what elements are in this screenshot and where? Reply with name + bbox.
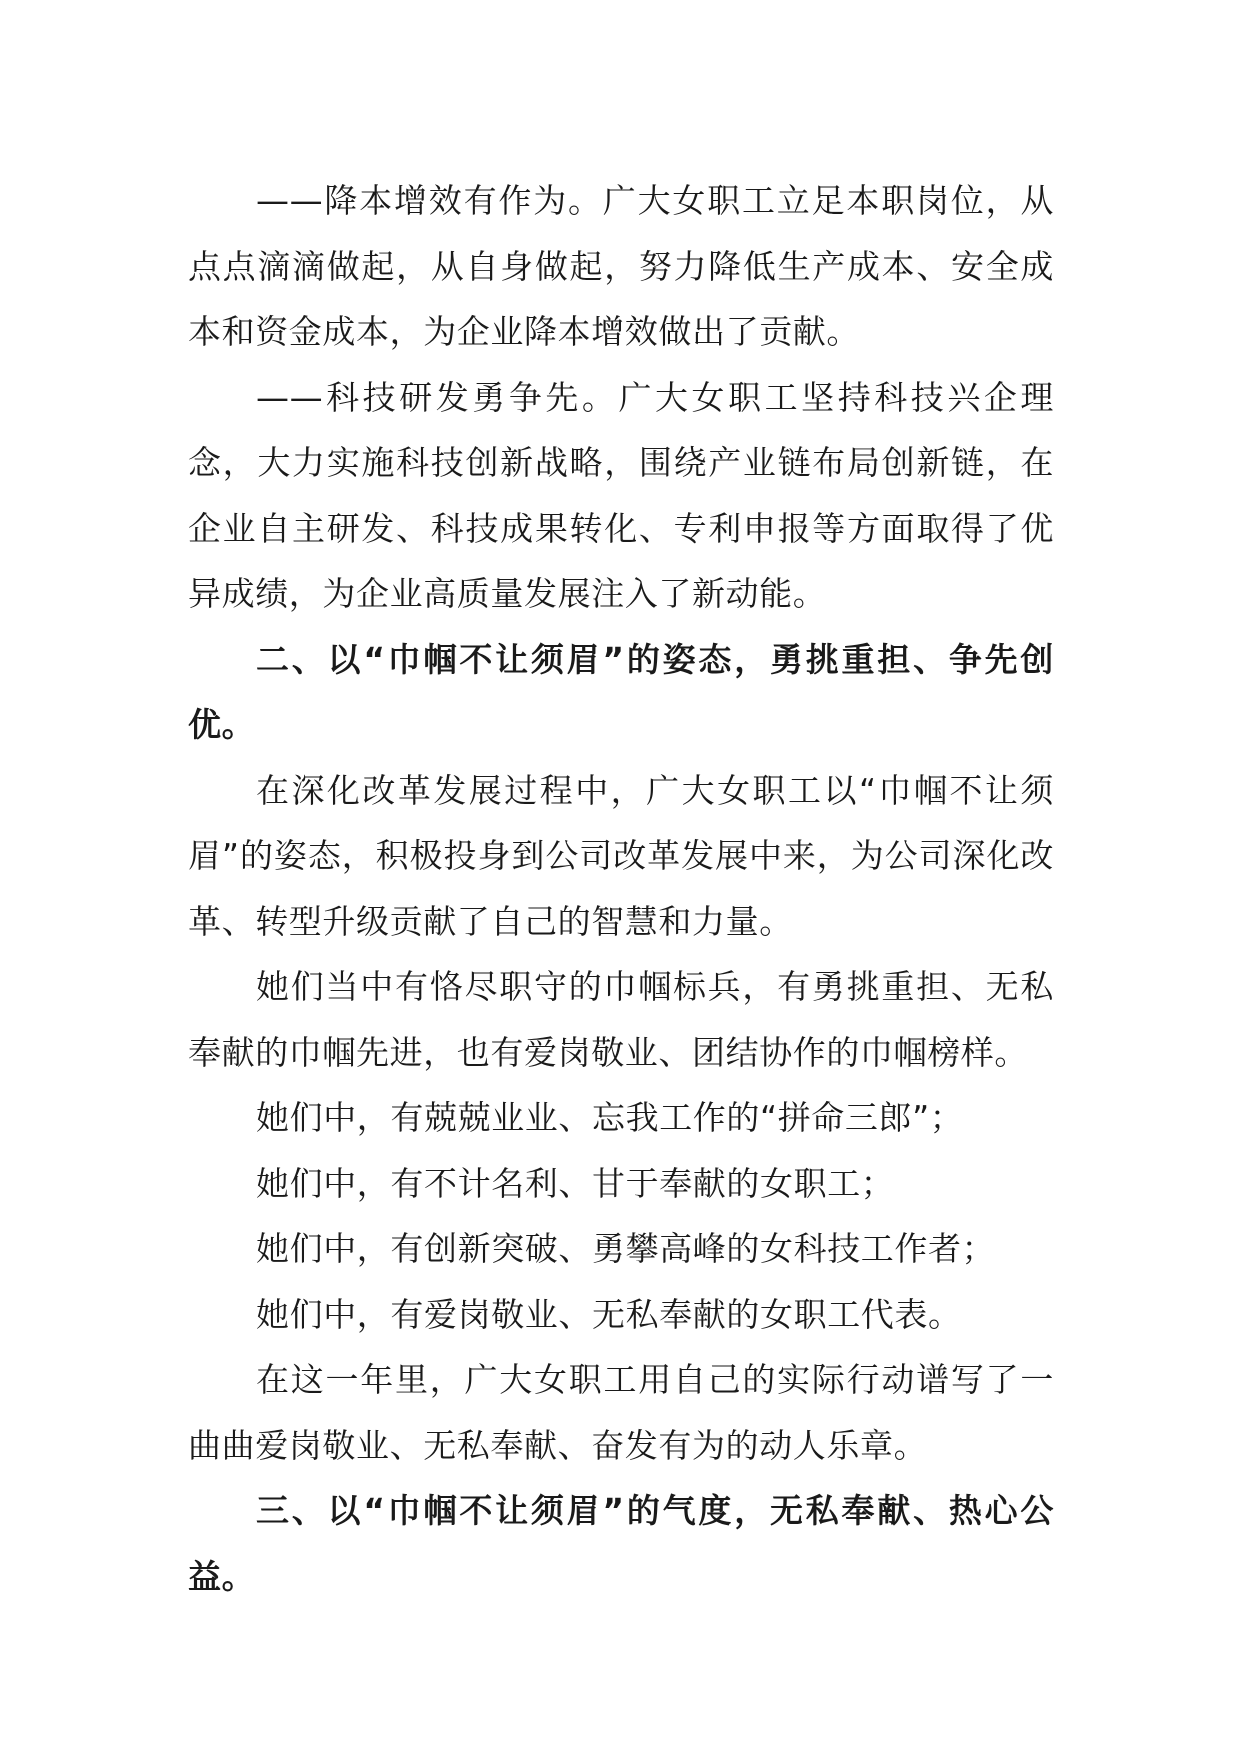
document-body [188,168,1054,1609]
paragraph-they-3: 她们中，有创新突破、勇攀高峰的女科技工作者； [256,1229,996,1268]
paragraph-role-models: 她们当中有恪尽职守的巾帼标兵，有勇挑重担、无私奉献的巾帼先进，也有爱岗敬业、团结协作的巾帼榜样。 [188,967,1054,1072]
paragraph-they-1: 她们中，有兢兢业业、忘我工作的“拼命三郎”； [256,1098,964,1137]
paragraph-tech-rnd: ——科技研发勇争先。广大女职工坚持科技兴企理念，大力实施科技创新战略，围绕产业链布局创新链，在企业自主研发、科技成果转化、专利申报等方面取得了优异成绩，为企业高质量发展注入了新动能。 [188,377,1054,613]
paragraph-they-2: 她们中，有不计名利、甘于奉献的女职工； [256,1163,895,1203]
paragraph-cost-reduction: ——降本增效有作为。广大女职工立足本职岗位，从点点滴滴做起，从自身做起，努力降低生产成本、安全成本和资金成本，为企业降本增效做出了贡献。 [188,181,1054,351]
section-heading-3: 三、以“巾帼不让须眉”的气度，无私奉献、热心公益。 [188,1491,1054,1596]
paragraph-this-year: 在这一年里，广大女职工用自己的实际行动谱写了一曲曲爱岗敬业、无私奉献、奋发有为的动人乐章。 [188,1360,1054,1465]
paragraph-they-4: 她们中，有爱岗敬业、无私奉献的女职工代表。 [256,1294,962,1334]
section-heading-2: 二、以“巾帼不让须眉”的姿态，勇挑重担、争先创优。 [188,639,1054,744]
paragraph-reform: 在深化改革发展过程中，广大女职工以“巾帼不让须眉”的姿态，积极投身到公司改革发展中来，为公司深化改革、转型升级贡献了自己的智慧和力量。 [188,770,1054,941]
